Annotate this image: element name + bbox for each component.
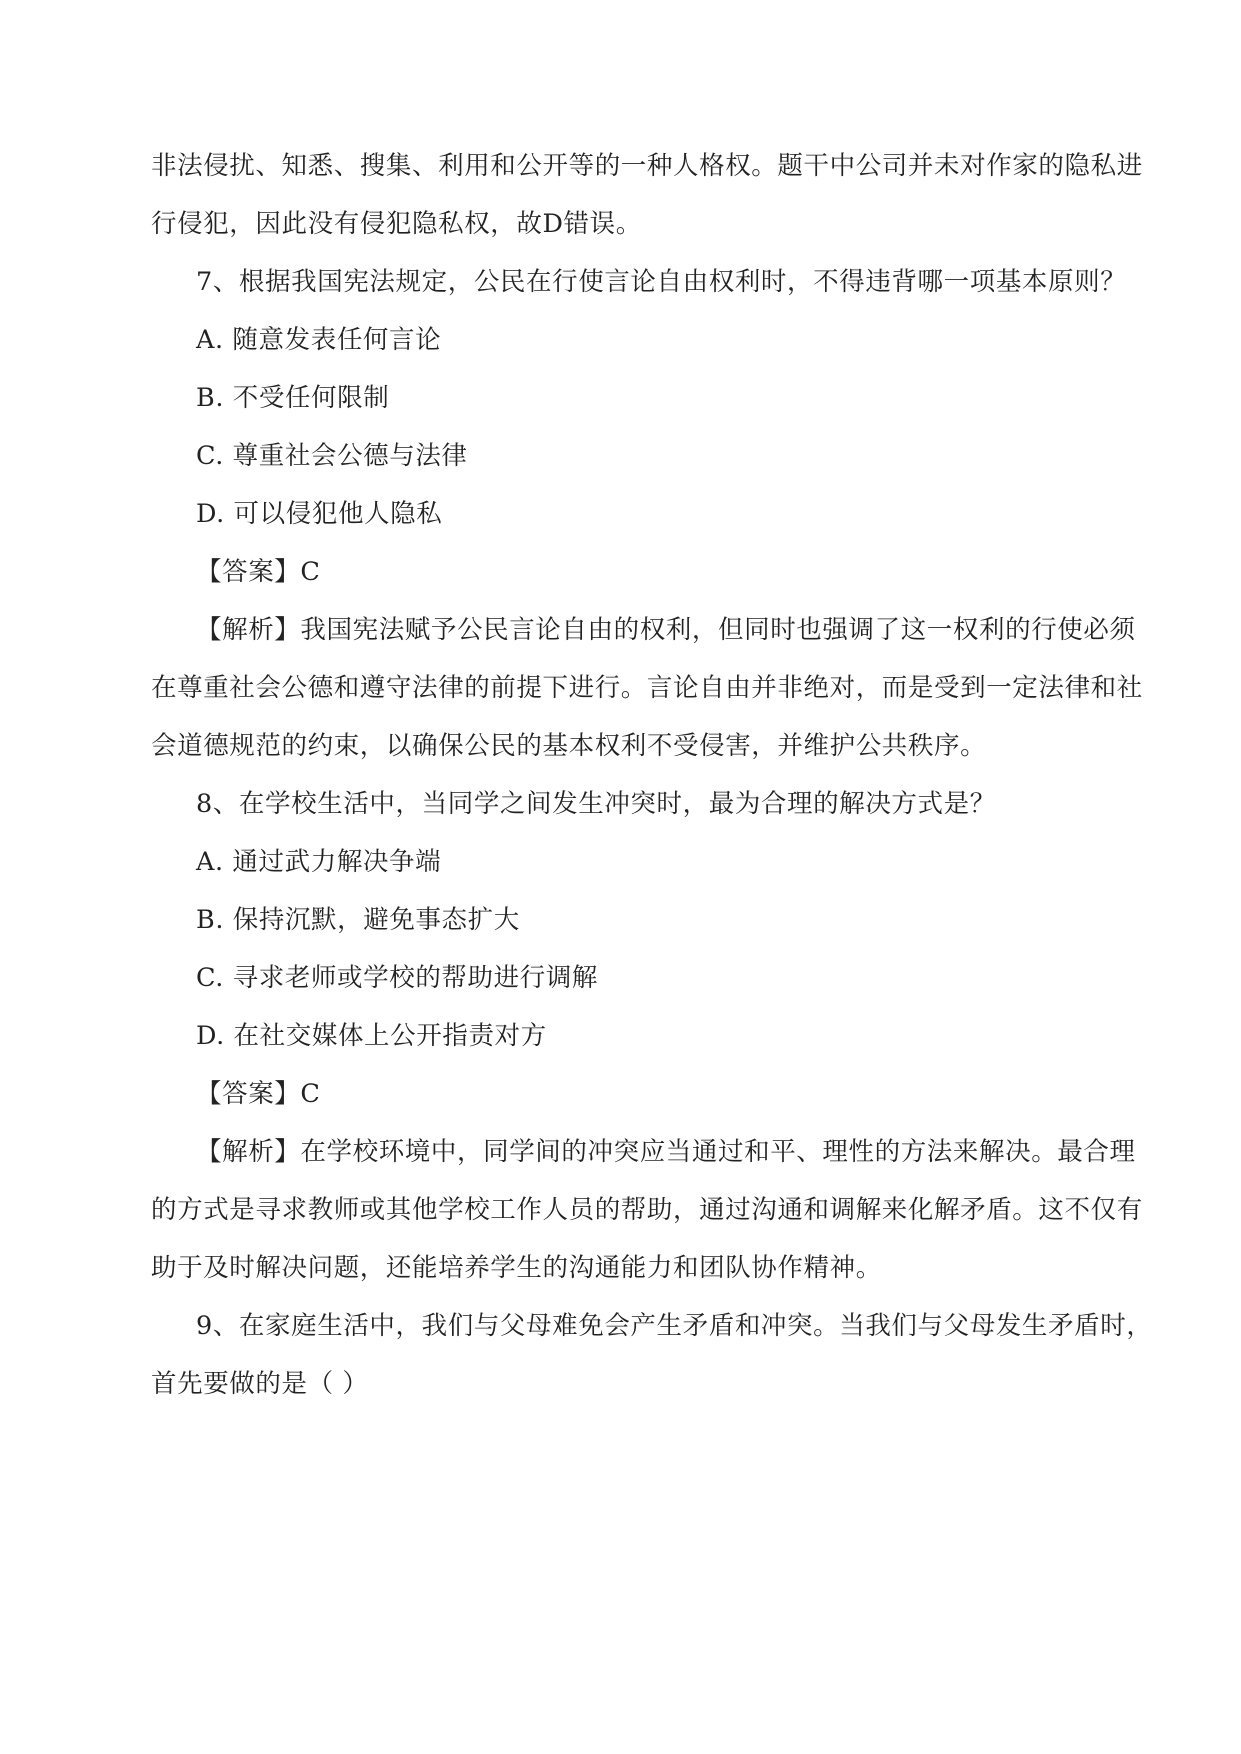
q7-option-a: A. 随意发表任何言论 bbox=[196, 325, 442, 355]
q8-analysis-line: 助于及时解决问题，还能培养学生的沟通能力和团队协作精神。 bbox=[151, 1253, 882, 1283]
q7-option-d: D. 可以侵犯他人隐私 bbox=[196, 499, 443, 529]
q8-analysis-line: 【解析】在学校环境中，同学间的冲突应当通过和平、理性的方法来解决。最合理 bbox=[196, 1137, 1136, 1167]
question-9: 9、在家庭生活中，我们与父母难免会产生矛盾和冲突。当我们与父母发生矛盾时， bbox=[196, 1311, 1153, 1341]
q7-option-b: B. 不受任何限制 bbox=[196, 383, 390, 413]
q8-option-a: A. 通过武力解决争端 bbox=[196, 847, 442, 877]
q8-option-c: C. 寻求老师或学校的帮助进行调解 bbox=[196, 963, 599, 993]
intro-line: 行侵犯，因此没有侵犯隐私权，故D错误。 bbox=[151, 209, 642, 239]
question-7: 7、根据我国宪法规定，公民在行使言论自由权利时，不得违背哪一项基本原则？ bbox=[196, 267, 1127, 297]
q7-answer: 【答案】C bbox=[196, 557, 321, 587]
q8-option-d: D. 在社交媒体上公开指责对方 bbox=[196, 1021, 547, 1051]
q7-analysis-line: 在尊重社会公德和遵守法律的前提下进行。言论自由并非绝对，而是受到一定法律和社 bbox=[151, 673, 1143, 703]
q8-option-b: B. 保持沉默，避免事态扩大 bbox=[196, 905, 520, 935]
q7-analysis-line: 会道德规范的约束，以确保公民的基本权利不受侵害，并维护公共秩序。 bbox=[151, 731, 987, 761]
q7-option-c: C. 尊重社会公德与法律 bbox=[196, 441, 468, 471]
q8-answer: 【答案】C bbox=[196, 1079, 321, 1109]
intro-line: 非法侵扰、知悉、搜集、利用和公开等的一种人格权。题干中公司并未对作家的隐私进 bbox=[151, 151, 1143, 181]
q8-analysis-line: 的方式是寻求教师或其他学校工作人员的帮助，通过沟通和调解来化解矛盾。这不仅有 bbox=[151, 1195, 1143, 1225]
q7-analysis-line: 【解析】我国宪法赋予公民言论自由的权利，但同时也强调了这一权利的行使必须 bbox=[196, 615, 1136, 645]
question-8: 8、在学校生活中，当同学之间发生冲突时，最为合理的解决方式是？ bbox=[196, 789, 996, 819]
question-9-continued: 首先要做的是（ ） bbox=[151, 1369, 369, 1399]
